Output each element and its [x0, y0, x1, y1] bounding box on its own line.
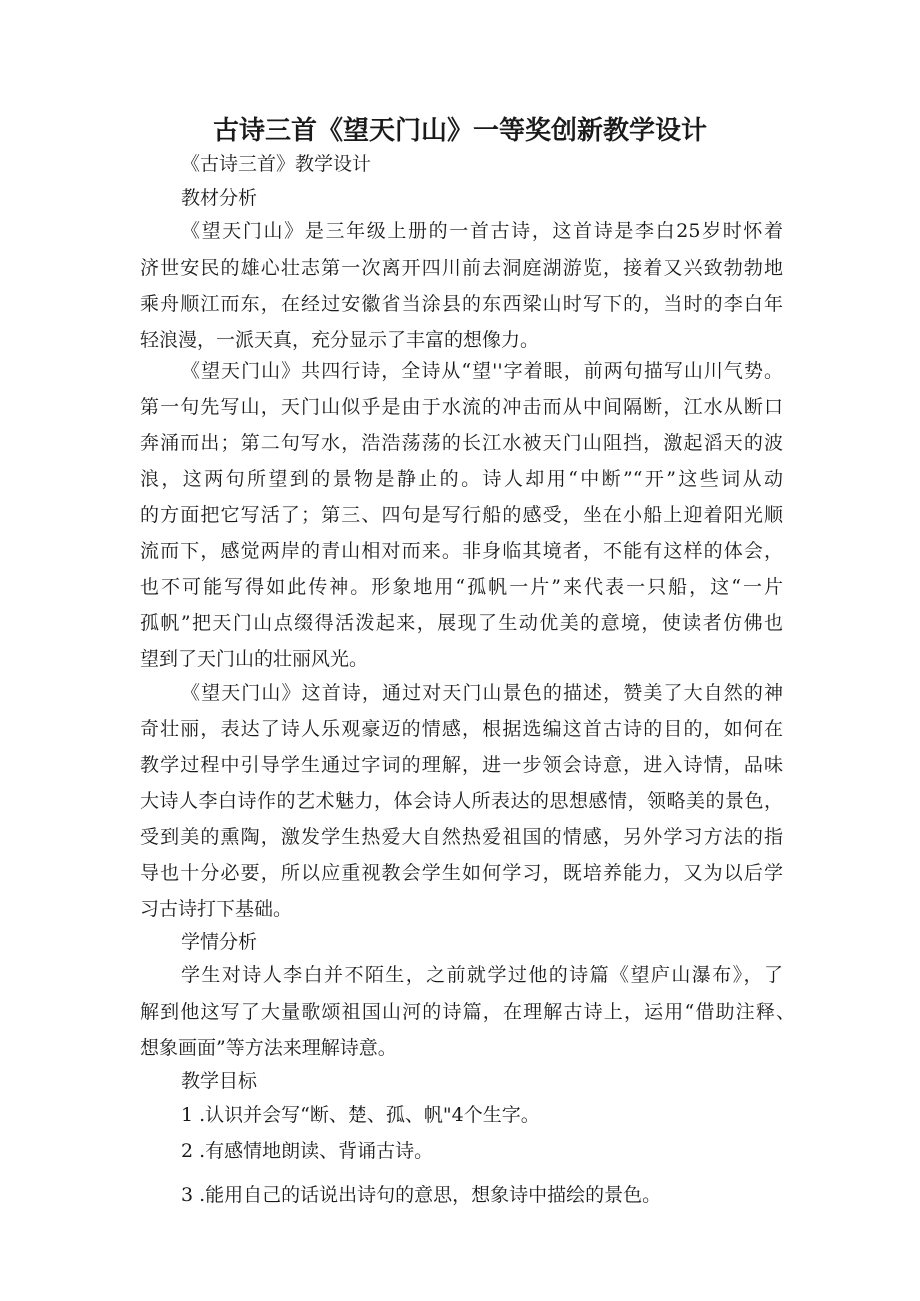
objective-item: 2 .有感情地朗读、背诵古诗。: [181, 1140, 434, 1162]
paragraph-line: 想象画面”等方法来理解诗意。: [140, 1037, 397, 1059]
document-subtitle: 《古诗三首》教学设计: [181, 153, 372, 175]
paragraph-line: 《望天门山》是三年级上册的一首古诗，这首诗是李白25岁时怀着: [181, 220, 783, 242]
paragraph-line: 《望天门山》这首诗，通过对天门山景色的描述，赞美了大自然的神: [181, 682, 783, 704]
section-heading-learner-analysis: 学情分析: [181, 931, 258, 953]
paragraph-line: 奔涌而出；第二句写水，浩浩荡荡的长江水被天门山阻挡，激起滔天的波: [140, 432, 783, 454]
objective-item: 1 .认识并会写“断、楚、孤、帆"4个生字。: [181, 1104, 540, 1126]
paragraph-line: 受到美的熏陶，激发学生热爱大自然热爱祖国的情感，另外学习方法的指: [140, 826, 783, 848]
paragraph-line: 教学过程中引导学生通过字词的理解，进一步领会诗意，进入诗情，品味: [140, 754, 783, 776]
document-title: 古诗三首《望天门山》一等奖创新教学设计: [212, 116, 707, 146]
paragraph-line: 也不可能写得如此传神。形象地用“孤帆一片”来代表一只船，这“一片: [140, 576, 783, 598]
objective-item: 3 .能用自己的话说出诗句的意思，想象诗中描绘的景色。: [181, 1184, 662, 1206]
section-heading-textbook-analysis: 教材分析: [181, 187, 258, 209]
paragraph-line: 学生对诗人李白并不陌生，之前就学过他的诗篇《望庐山瀑布》，了: [181, 964, 783, 986]
paragraph-line: 乘舟顺江而东，在经过安徽省当涂县的东西梁山时写下的，当时的李白年: [140, 293, 783, 315]
paragraph-line: 孤帆”把天门山点缀得活泼起来，展现了生动优美的意境，使读者仿佛也: [140, 612, 783, 634]
paragraph-line: 大诗人李白诗作的艺术魅力，体会诗人所表达的思想感情，领略美的景色，: [140, 790, 783, 812]
paragraph-line: 解到他这写了大量歌颂祖国山河的诗篇，在理解古诗上，运用“借助注释、: [140, 1001, 795, 1023]
paragraph-line: 导也十分必要，所以应重视教会学生如何学习，既培养能力，又为以后学: [140, 862, 783, 884]
paragraph-line: 济世安民的雄心壮志第一次离开四川前去洞庭湖游览，接着又兴致勃勃地: [140, 257, 783, 279]
paragraph-line: 习古诗打下基础。: [140, 898, 293, 920]
paragraph-line: 轻浪漫，一派天真，充分显示了丰富的想像力。: [140, 329, 540, 351]
paragraph-line: 第一句先写山，天门山似乎是由于水流的冲击而从中间隔断，江水从断口: [140, 396, 783, 418]
section-heading-teaching-objectives: 教学目标: [181, 1070, 258, 1092]
paragraph-line: 的方面把它写活了；第三、四句是写行船的感受，坐在小船上迎着阳光顺: [140, 504, 783, 526]
paragraph-line: 浪，这两句所望到的景物是静止的。诗人却用“中断”“开”这些词从动: [140, 468, 783, 490]
paragraph-line: 奇壮丽，表达了诗人乐观豪迈的情感，根据选编这首古诗的目的，如何在: [140, 718, 783, 740]
paragraph-line: 望到了天门山的壮丽风光。: [140, 648, 369, 670]
paragraph-line: 流而下，感觉两岸的青山相对而来。非身临其境者，不能有这样的体会，: [140, 540, 783, 562]
paragraph-line: 《望天门山》共四行诗，全诗从“望''字着眼，前两句描写山川气势。: [181, 360, 783, 382]
